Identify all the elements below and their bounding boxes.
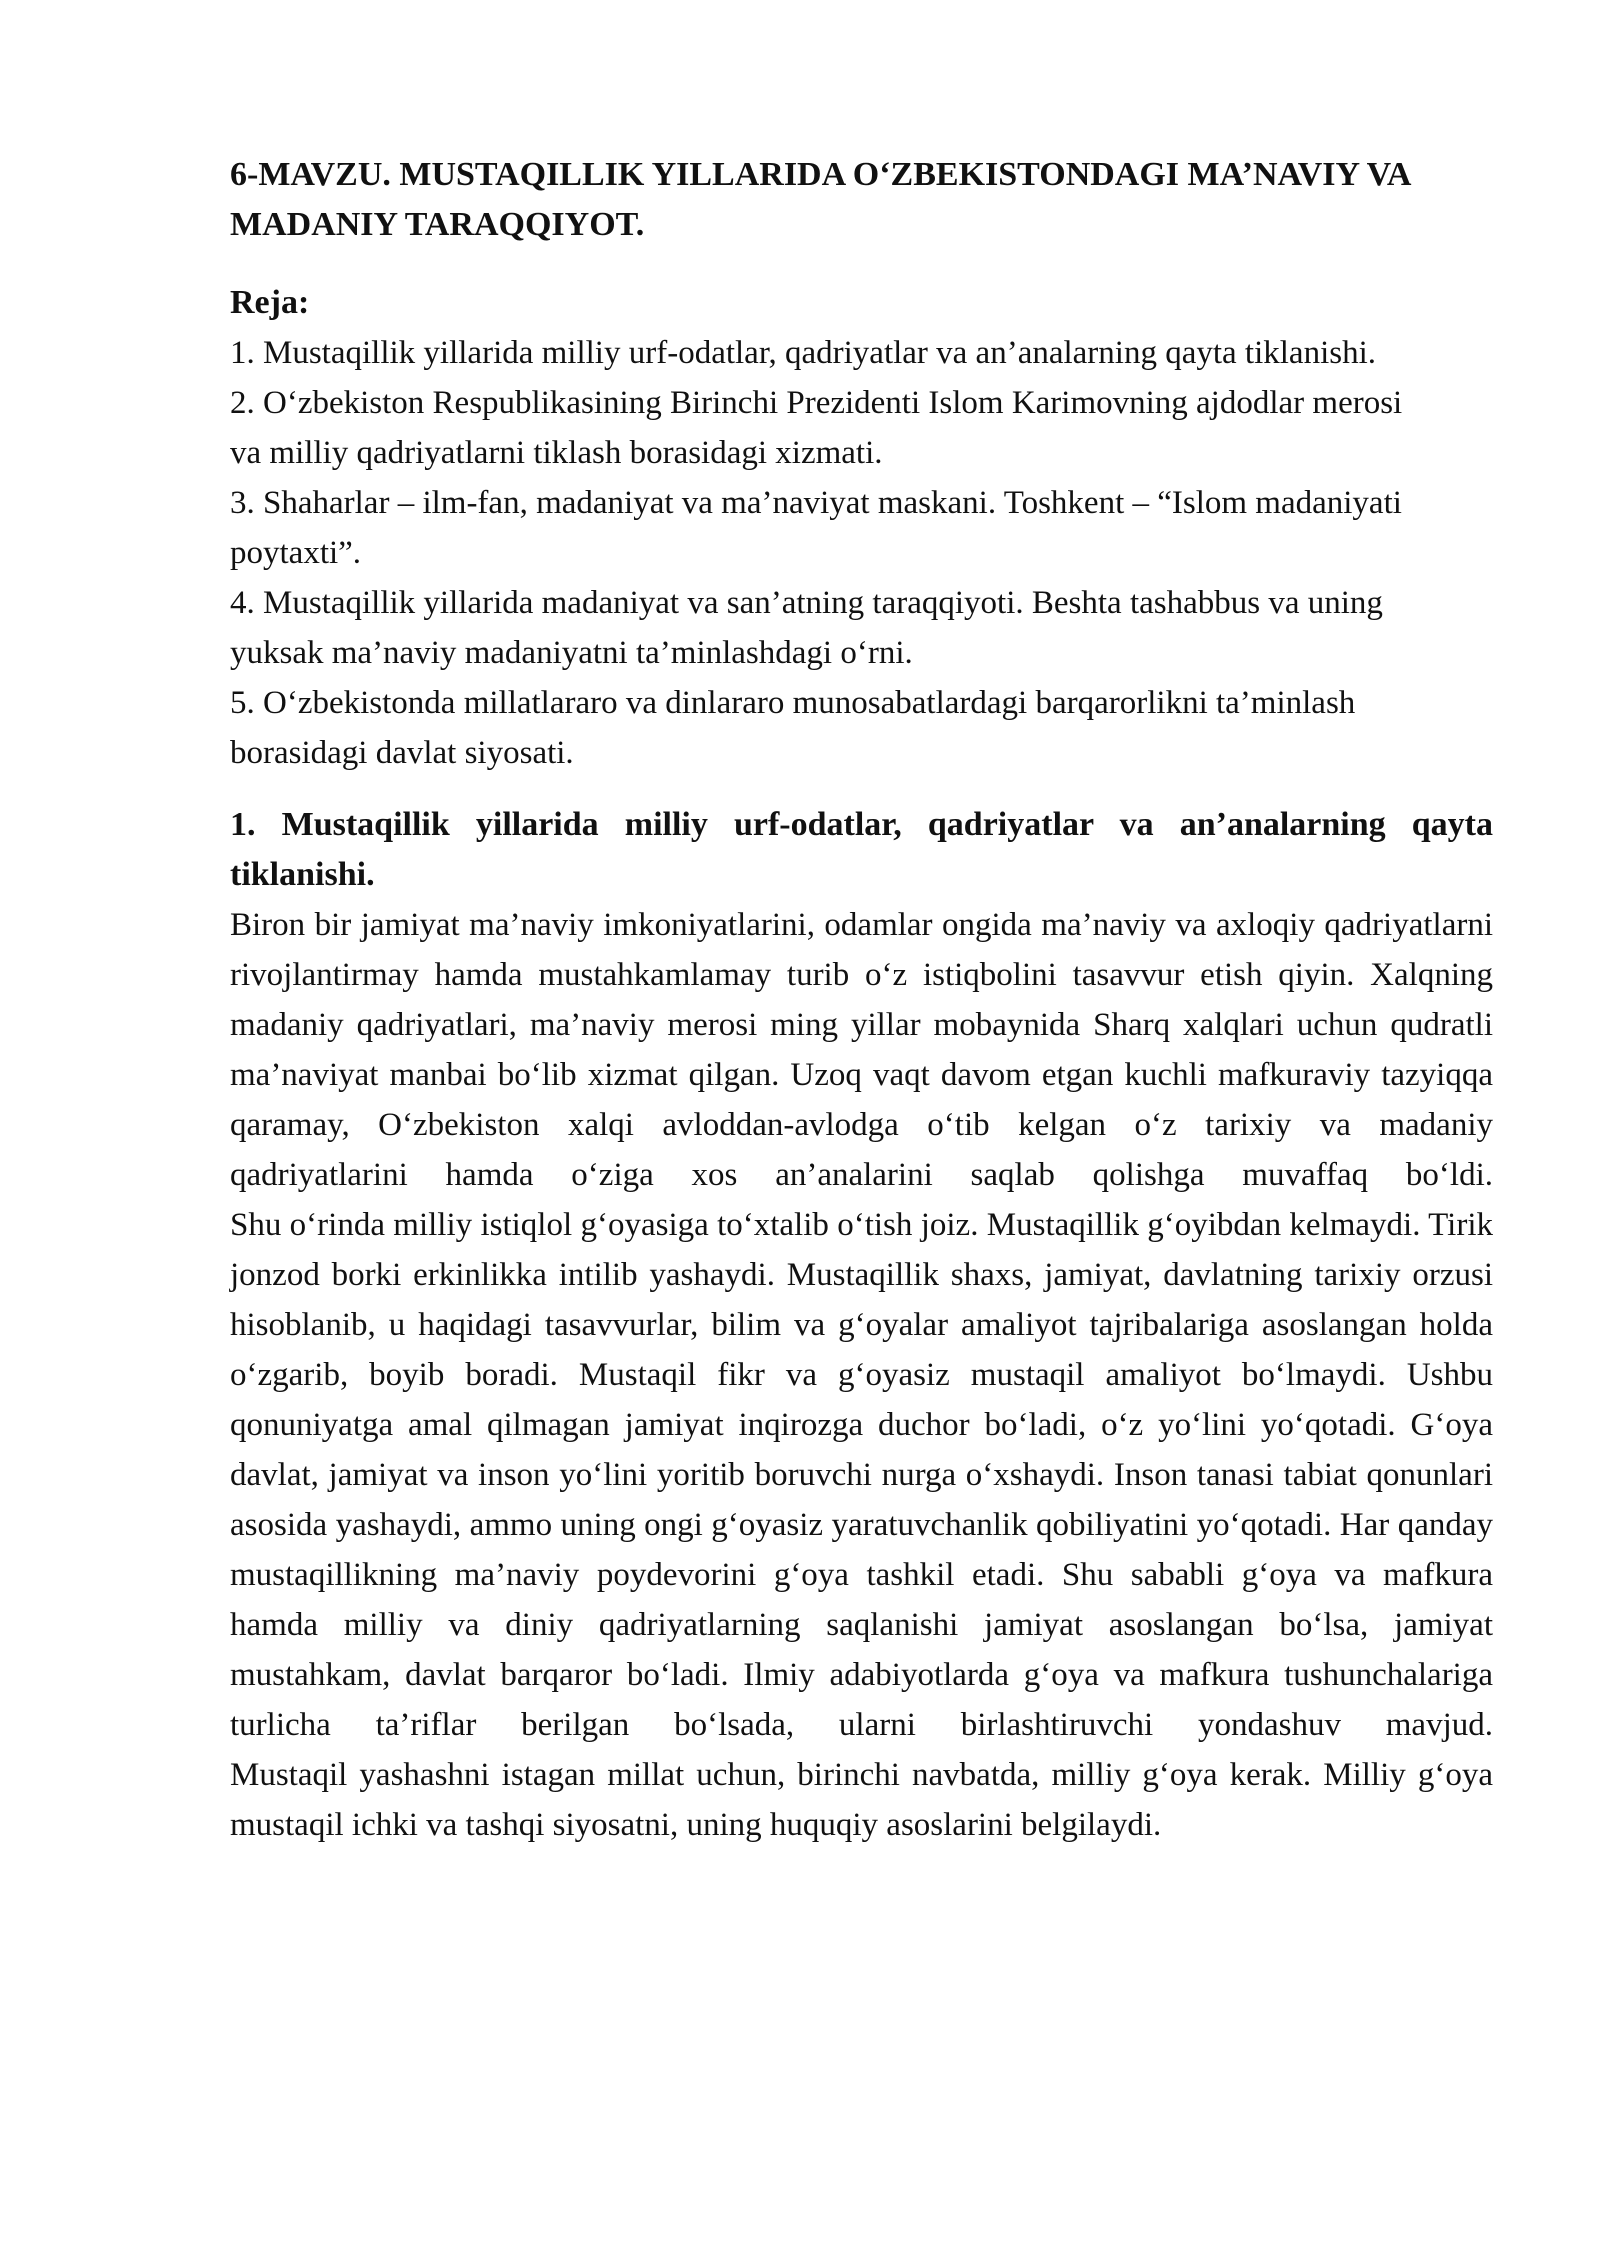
section-1 bbox=[230, 800, 1493, 1850]
section-title: 1. Mustaqillik yillarida milliy urf-odatlar, qadriyatlar va an’analarning qayta tiklanishi. bbox=[230, 806, 1493, 893]
body-paragraph: Biron bir jamiyat ma’naviy imkoniyatlarini, odamlar ongida ma’naviy va axloqiy qadriyatlarni rivojlantirmay hamda mustahkamlamay turib o‘z istiqbolini tasavvur etish qiyin. Xalqning madaniy qadriyatlari, ma’naviy merosi ming yillar mobaynida Sharq xalqlari uchun qudratli ma’naviyat manbai bo‘lib xizmat qilgan. Uzoq vaqt davom etgan kuchli mafkuraviy tazyiqqa qaramay, O‘zbekiston xalqi avloddan-avlodga o‘tib kelgan o‘z tarixiy va madaniy qadriyatlarini hamda o‘ziga xos an’analarini saqlab qolishga muvaffaq bo‘ldi. bbox=[230, 907, 1493, 1193]
plan-heading: Reja: bbox=[230, 284, 310, 321]
document-title: 6-MAVZU. MUSTAQILLIK YILLARIDA O‘ZBEKISTONDAGI MA’NAVIY VA MADANIY TARAQQIYOT. bbox=[230, 156, 1410, 243]
body-paragraph: Shu o‘rinda milliy istiqlol g‘oyasiga to‘xtalib o‘tish joiz. Mustaqillik g‘oyibdan kelmaydi. Tirik jonzod borki erkinlikka intilib yashaydi. Mustaqillik shaxs, jamiyat, davlatning tarixiy orzusi hisoblanib, u haqidagi tasavvurlar, bilim va g‘oyalar amaliyot tajribalariga asoslangan holda o‘zgarib, boyib boradi. Mustaqil fikr va g‘oyasiz mustaqil amaliyot bo‘lmaydi. Ushbu qonuniyatga amal qilmagan jamiyat inqirozga duchor bo‘ladi, o‘z yo‘lini yo‘qotadi. G‘oya davlat, jamiyat va inson yo‘lini yoritib boruvchi nurga o‘xshaydi. Inson tanasi tabiat qonunlari asosida yashaydi, ammo uning ongi g‘oyasiz yaratuvchanlik qobiliyatini yo‘qotadi. Har qanday mustaqillikning ma’naviy poydevorini g‘oya tashkil etadi. Shu sababli g‘oya va mafkura hamda milliy va diniy qadriyatlarning saqlanishi jamiyat asoslangan bo‘lsa, jamiyat mustahkam, davlat barqaror bo‘ladi. Ilmiy adabiyotlarda g‘oya va mafkura tushunchalariga turlicha ta’riflar berilgan bo‘lsada, ularni birlashtiruvchi yondashuv mavjud. bbox=[230, 1207, 1493, 1743]
document-page bbox=[230, 150, 1493, 1850]
plan-item: 3. Shaharlar – ilm-fan, madaniyat va ma’naviyat maskani. Toshkent – “Islom madaniyati poytaxti”. bbox=[230, 485, 1402, 571]
plan-item: 1. Mustaqillik yillarida milliy urf-odatlar, qadriyatlar va an’analarning qayta tiklanishi. bbox=[230, 335, 1377, 371]
plan-block bbox=[230, 278, 1410, 778]
plan-item: 5. O‘zbekistonda millatlararo va dinlararo munosabatlardagi barqarorlikni ta’minlash borasidagi davlat siyosati. bbox=[230, 685, 1356, 771]
body-paragraph: Mustaqil yashashni istagan millat uchun, birinchi navbatda, milliy g‘oya kerak. Milliy g‘oya mustaqil ichki va tashqi siyosatni, uning huquqiy asoslarini belgilaydi. bbox=[230, 1757, 1493, 1843]
plan-item: 4. Mustaqillik yillarida madaniyat va san’atning taraqqiyoti. Beshta tashabbus va uning yuksak ma’naviy madaniyatni ta’minlashdagi o‘rni. bbox=[230, 585, 1383, 671]
plan-item: 2. O‘zbekiston Respublikasining Birinchi Prezidenti Islom Karimovning ajdodlar merosi va milliy qadriyatlarni tiklash borasidagi xizmati. bbox=[230, 385, 1403, 471]
